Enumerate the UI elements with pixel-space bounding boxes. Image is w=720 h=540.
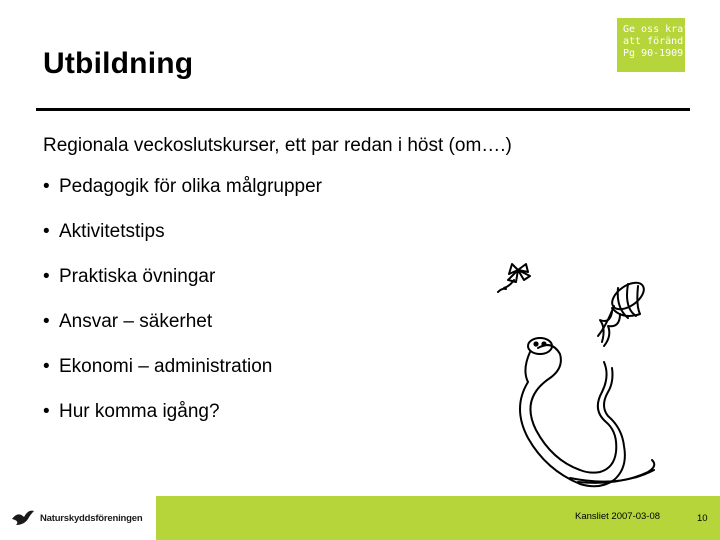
bullet-item [43, 220, 322, 265]
snake-with-butterfly-net-illustration [478, 256, 678, 491]
bullet-item [43, 175, 322, 220]
title-divider [36, 108, 690, 111]
bullet-text: Praktiska övningar [59, 266, 216, 287]
bullet-item [43, 355, 322, 400]
bullet-text: Pedagogik för olika målgrupper [59, 176, 322, 197]
bullet-glyph: • [43, 356, 50, 377]
bullet-glyph: • [43, 401, 50, 422]
logo-text: Naturskyddsföreningen [40, 512, 143, 524]
fundraising-badge: Ge oss kraft att förändra Pg 90-1909-8 [617, 18, 685, 72]
logo [0, 496, 156, 540]
bullet-text: Ekonomi – administration [59, 356, 273, 377]
bullet-text: Aktivitetstips [59, 221, 165, 242]
slide-title: Utbildning [43, 47, 194, 80]
bird-logo-icon [10, 507, 36, 529]
footer-bar [0, 496, 720, 540]
bullet-item [43, 265, 322, 310]
bullet-text: Hur komma igång? [59, 401, 220, 422]
footer-date: Kansliet 2007-03-08 [575, 511, 661, 522]
bullet-list [43, 175, 322, 445]
bullet-item [43, 310, 322, 355]
bullet-text: Ansvar – säkerhet [59, 311, 213, 332]
intro-text: Regionala veckoslutskurser, ett par redan i höst (om….) [43, 135, 512, 156]
bullet-glyph: • [43, 311, 50, 332]
page-number: 10 [697, 513, 708, 524]
bullet-glyph: • [43, 176, 50, 197]
bullet-glyph: • [43, 266, 50, 287]
bullet-item [43, 400, 322, 445]
bullet-glyph: • [43, 221, 50, 242]
